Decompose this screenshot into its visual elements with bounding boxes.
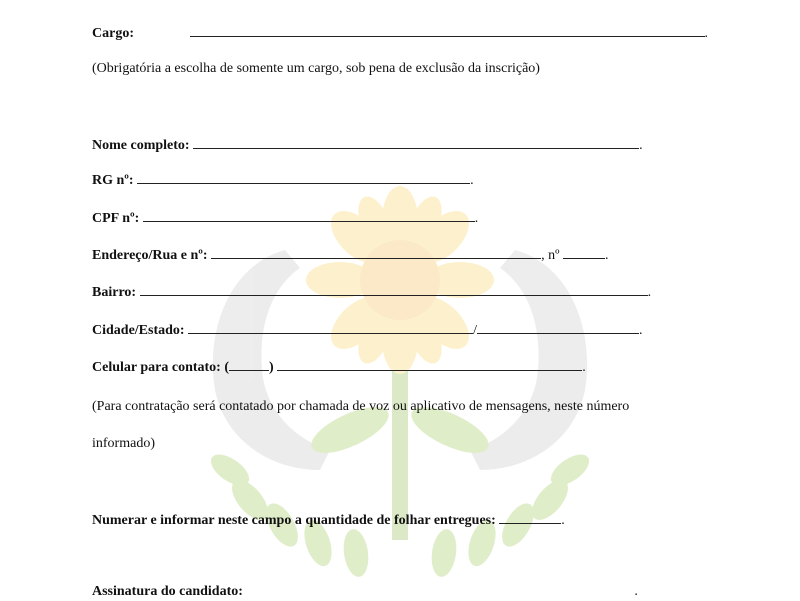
celular-end: . — [582, 360, 586, 375]
nome-label: Nome completo: — [92, 138, 190, 153]
cidade-field[interactable] — [188, 319, 473, 334]
cpf-row — [92, 207, 478, 228]
cidade-row — [92, 319, 642, 340]
ddd-field[interactable] — [229, 356, 269, 371]
endereco-label: Endereço/Rua e nº: — [92, 248, 208, 263]
endereco-field[interactable] — [211, 244, 541, 259]
assinatura-row — [92, 583, 638, 601]
cargo-label: Cargo: — [92, 26, 134, 41]
contato-note-line1: (Para contratação será contatado por chamada de voz ou aplicativo de mensagens, neste número — [92, 399, 630, 414]
nome-field[interactable] — [193, 134, 639, 149]
contato-note-line2: informado) — [92, 436, 155, 451]
rg-label: RG nº: — [92, 173, 134, 188]
celular-close-paren: ) — [269, 360, 274, 375]
cidade-separator: / — [473, 323, 477, 338]
endereco-num-field[interactable] — [563, 244, 605, 259]
cpf-end: . — [474, 211, 479, 226]
bairro-row — [92, 281, 651, 302]
rg-end: . — [470, 173, 474, 188]
cargo-field[interactable] — [190, 22, 705, 37]
cargo-note: (Obrigatória a escolha de somente um cargo, sob pena de exclusão da inscrição) — [92, 61, 540, 76]
folhas-end: . — [561, 513, 565, 528]
endereco-num-label: , nº — [541, 248, 560, 263]
endereco-row — [92, 244, 608, 265]
assinatura-label: Assinatura do candidato: — [92, 584, 243, 599]
nome-row — [92, 134, 643, 155]
celular-label: Celular para contato: — [92, 360, 221, 375]
bairro-end: . — [647, 285, 652, 300]
rg-field[interactable] — [137, 169, 470, 184]
folhas-row — [92, 509, 565, 530]
folhas-field[interactable] — [499, 509, 561, 524]
bairro-label: Bairro: — [92, 285, 137, 300]
cpf-field[interactable] — [143, 207, 475, 222]
bairro-field[interactable] — [140, 281, 648, 296]
celular-field[interactable] — [277, 356, 582, 371]
cidade-end: . — [638, 323, 643, 338]
cargo-end: . — [704, 26, 708, 41]
cpf-label: CPF nº: — [92, 211, 140, 226]
celular-row — [92, 356, 586, 377]
cargo-row — [92, 22, 708, 43]
rg-row — [92, 169, 474, 190]
folhas-label: Numerar e informar neste campo a quantidade de folhar entregues: — [92, 513, 496, 528]
celular-open-paren: ( — [224, 360, 230, 375]
nome-end: . — [639, 138, 643, 153]
assinatura-end: . — [634, 584, 638, 599]
endereco-end: . — [604, 248, 609, 263]
cidade-label: Cidade/Estado: — [92, 323, 185, 338]
estado-field[interactable] — [477, 319, 639, 334]
